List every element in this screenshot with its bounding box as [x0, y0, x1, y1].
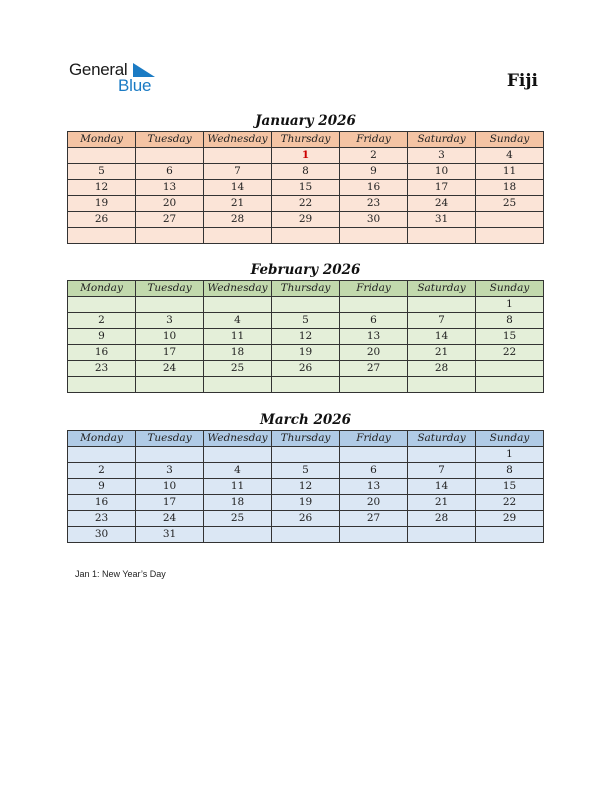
weekday-header-row — [68, 431, 544, 447]
day-cell: 24 — [408, 196, 476, 212]
day-cell: 18 — [204, 495, 272, 511]
day-cell: 17 — [408, 180, 476, 196]
day-cell: 8 — [476, 313, 544, 329]
day-cell: 21 — [204, 196, 272, 212]
day-cell: 9 — [340, 164, 408, 180]
month-march — [67, 410, 544, 543]
week-row — [68, 447, 544, 463]
day-cell — [204, 297, 272, 313]
weekday-header-row — [68, 132, 544, 148]
day-cell: 22 — [476, 345, 544, 361]
day-cell: 5 — [272, 313, 340, 329]
day-cell: 4 — [204, 313, 272, 329]
day-cell: 9 — [68, 479, 136, 495]
weekday-header: Sunday — [476, 431, 544, 447]
day-cell — [476, 527, 544, 543]
day-cell — [408, 297, 476, 313]
day-cell: 28 — [408, 511, 476, 527]
day-cell — [68, 228, 136, 244]
day-cell: 3 — [136, 463, 204, 479]
day-cell — [68, 297, 136, 313]
weekday-header: Tuesday — [136, 281, 204, 297]
day-cell: 25 — [476, 196, 544, 212]
week-row — [68, 212, 544, 228]
day-cell: 12 — [272, 329, 340, 345]
day-cell: 28 — [204, 212, 272, 228]
day-cell — [408, 527, 476, 543]
day-cell: 9 — [68, 329, 136, 345]
day-cell: 29 — [476, 511, 544, 527]
day-cell: 24 — [136, 511, 204, 527]
day-cell: 19 — [68, 196, 136, 212]
day-cell: 11 — [204, 479, 272, 495]
week-row — [68, 479, 544, 495]
day-cell: 1 — [476, 297, 544, 313]
day-cell: 13 — [136, 180, 204, 196]
day-cell — [476, 212, 544, 228]
weekday-header-row — [68, 281, 544, 297]
day-cell: 7 — [408, 313, 476, 329]
week-row — [68, 361, 544, 377]
week-row — [68, 495, 544, 511]
day-cell — [136, 377, 204, 393]
day-cell — [136, 148, 204, 164]
day-cell — [204, 527, 272, 543]
day-cell: 13 — [340, 329, 408, 345]
week-row — [68, 329, 544, 345]
day-cell: 17 — [136, 345, 204, 361]
day-cell — [136, 447, 204, 463]
day-cell: 11 — [204, 329, 272, 345]
week-row — [68, 377, 544, 393]
weekday-header: Sunday — [476, 281, 544, 297]
weekday-header: Monday — [68, 281, 136, 297]
day-cell: 29 — [272, 212, 340, 228]
day-cell: 10 — [136, 329, 204, 345]
day-cell: 7 — [204, 164, 272, 180]
weekday-header: Thursday — [272, 431, 340, 447]
day-cell — [204, 228, 272, 244]
day-cell: 30 — [68, 527, 136, 543]
day-cell: 30 — [340, 212, 408, 228]
day-cell — [408, 377, 476, 393]
month-february — [67, 260, 544, 393]
day-cell — [340, 228, 408, 244]
day-cell: 1 — [272, 148, 340, 164]
day-cell: 8 — [476, 463, 544, 479]
weekday-header: Wednesday — [204, 281, 272, 297]
week-row — [68, 148, 544, 164]
day-cell: 23 — [68, 361, 136, 377]
day-cell: 26 — [272, 511, 340, 527]
day-cell: 31 — [136, 527, 204, 543]
day-cell: 6 — [340, 463, 408, 479]
day-cell: 22 — [272, 196, 340, 212]
day-cell: 17 — [136, 495, 204, 511]
day-cell: 12 — [68, 180, 136, 196]
weekday-header: Tuesday — [136, 431, 204, 447]
day-cell: 16 — [68, 345, 136, 361]
day-cell: 4 — [476, 148, 544, 164]
day-cell: 20 — [340, 345, 408, 361]
week-row — [68, 527, 544, 543]
month-title: February 2026 — [250, 262, 361, 278]
day-cell — [272, 447, 340, 463]
week-row — [68, 345, 544, 361]
day-cell: 25 — [204, 361, 272, 377]
day-cell: 6 — [340, 313, 408, 329]
holiday-note: Jan 1: New Year’s Day — [75, 569, 166, 579]
day-cell — [68, 377, 136, 393]
day-cell — [272, 297, 340, 313]
day-cell — [476, 228, 544, 244]
day-cell — [340, 377, 408, 393]
weekday-header: Wednesday — [204, 132, 272, 148]
day-cell: 11 — [476, 164, 544, 180]
day-cell — [476, 377, 544, 393]
day-cell: 5 — [272, 463, 340, 479]
day-cell — [272, 228, 340, 244]
weekday-header: Monday — [68, 132, 136, 148]
day-cell — [408, 228, 476, 244]
weekday-header: Friday — [340, 281, 408, 297]
day-cell — [136, 297, 204, 313]
week-row — [68, 511, 544, 527]
day-cell: 23 — [68, 511, 136, 527]
day-cell: 31 — [408, 212, 476, 228]
weekday-header: Saturday — [408, 281, 476, 297]
month-title: March 2026 — [259, 412, 352, 428]
day-cell: 2 — [68, 463, 136, 479]
day-cell: 22 — [476, 495, 544, 511]
day-cell: 28 — [408, 361, 476, 377]
day-cell: 1 — [476, 447, 544, 463]
country-name: Fiji — [506, 71, 538, 91]
day-cell: 26 — [68, 212, 136, 228]
day-cell: 5 — [68, 164, 136, 180]
day-cell — [340, 527, 408, 543]
day-cell: 15 — [476, 329, 544, 345]
weekday-header: Saturday — [408, 431, 476, 447]
day-cell — [204, 377, 272, 393]
day-cell — [272, 377, 340, 393]
day-cell — [408, 447, 476, 463]
weekday-header: Saturday — [408, 132, 476, 148]
week-row — [68, 180, 544, 196]
day-cell — [272, 527, 340, 543]
day-cell: 12 — [272, 479, 340, 495]
day-cell: 15 — [272, 180, 340, 196]
weekday-header: Wednesday — [204, 431, 272, 447]
day-cell — [340, 297, 408, 313]
day-cell: 19 — [272, 495, 340, 511]
month-january — [67, 111, 544, 244]
calendar-table — [67, 430, 544, 543]
day-cell — [68, 447, 136, 463]
day-cell: 13 — [340, 479, 408, 495]
day-cell: 16 — [340, 180, 408, 196]
day-cell: 15 — [476, 479, 544, 495]
weekday-header: Friday — [340, 132, 408, 148]
logo-word-blue: Blue — [118, 76, 152, 95]
day-cell: 20 — [340, 495, 408, 511]
day-cell: 19 — [272, 345, 340, 361]
week-row — [68, 228, 544, 244]
day-cell: 2 — [340, 148, 408, 164]
day-cell: 14 — [408, 479, 476, 495]
day-cell: 27 — [340, 361, 408, 377]
week-row — [68, 463, 544, 479]
weekday-header: Tuesday — [136, 132, 204, 148]
logo-word-general: General — [69, 60, 128, 79]
day-cell: 3 — [136, 313, 204, 329]
day-cell: 8 — [272, 164, 340, 180]
day-cell: 14 — [408, 329, 476, 345]
day-cell: 7 — [408, 463, 476, 479]
holiday-notes — [75, 569, 166, 579]
day-cell: 16 — [68, 495, 136, 511]
day-cell: 10 — [136, 479, 204, 495]
day-cell: 10 — [408, 164, 476, 180]
day-cell: 23 — [340, 196, 408, 212]
day-cell — [340, 447, 408, 463]
day-cell: 27 — [340, 511, 408, 527]
day-cell: 24 — [136, 361, 204, 377]
week-row — [68, 164, 544, 180]
weekday-header: Thursday — [272, 132, 340, 148]
day-cell: 4 — [204, 463, 272, 479]
day-cell — [204, 148, 272, 164]
day-cell: 25 — [204, 511, 272, 527]
day-cell: 27 — [136, 212, 204, 228]
day-cell — [204, 447, 272, 463]
day-cell: 18 — [476, 180, 544, 196]
day-cell: 21 — [408, 345, 476, 361]
day-cell — [136, 228, 204, 244]
day-cell — [476, 361, 544, 377]
day-cell: 3 — [408, 148, 476, 164]
weekday-header: Thursday — [272, 281, 340, 297]
logo-triangle-icon — [133, 63, 155, 77]
day-cell — [68, 148, 136, 164]
day-cell: 26 — [272, 361, 340, 377]
logo — [69, 60, 169, 96]
day-cell: 20 — [136, 196, 204, 212]
day-cell: 21 — [408, 495, 476, 511]
weekday-header: Sunday — [476, 132, 544, 148]
day-cell: 2 — [68, 313, 136, 329]
day-cell: 14 — [204, 180, 272, 196]
weekday-header: Monday — [68, 431, 136, 447]
week-row — [68, 297, 544, 313]
calendar-table — [67, 280, 544, 393]
weekday-header: Friday — [340, 431, 408, 447]
day-cell: 6 — [136, 164, 204, 180]
week-row — [68, 196, 544, 212]
day-cell: 18 — [204, 345, 272, 361]
calendar-table — [67, 131, 544, 244]
week-row — [68, 313, 544, 329]
month-title: January 2026 — [255, 113, 356, 129]
